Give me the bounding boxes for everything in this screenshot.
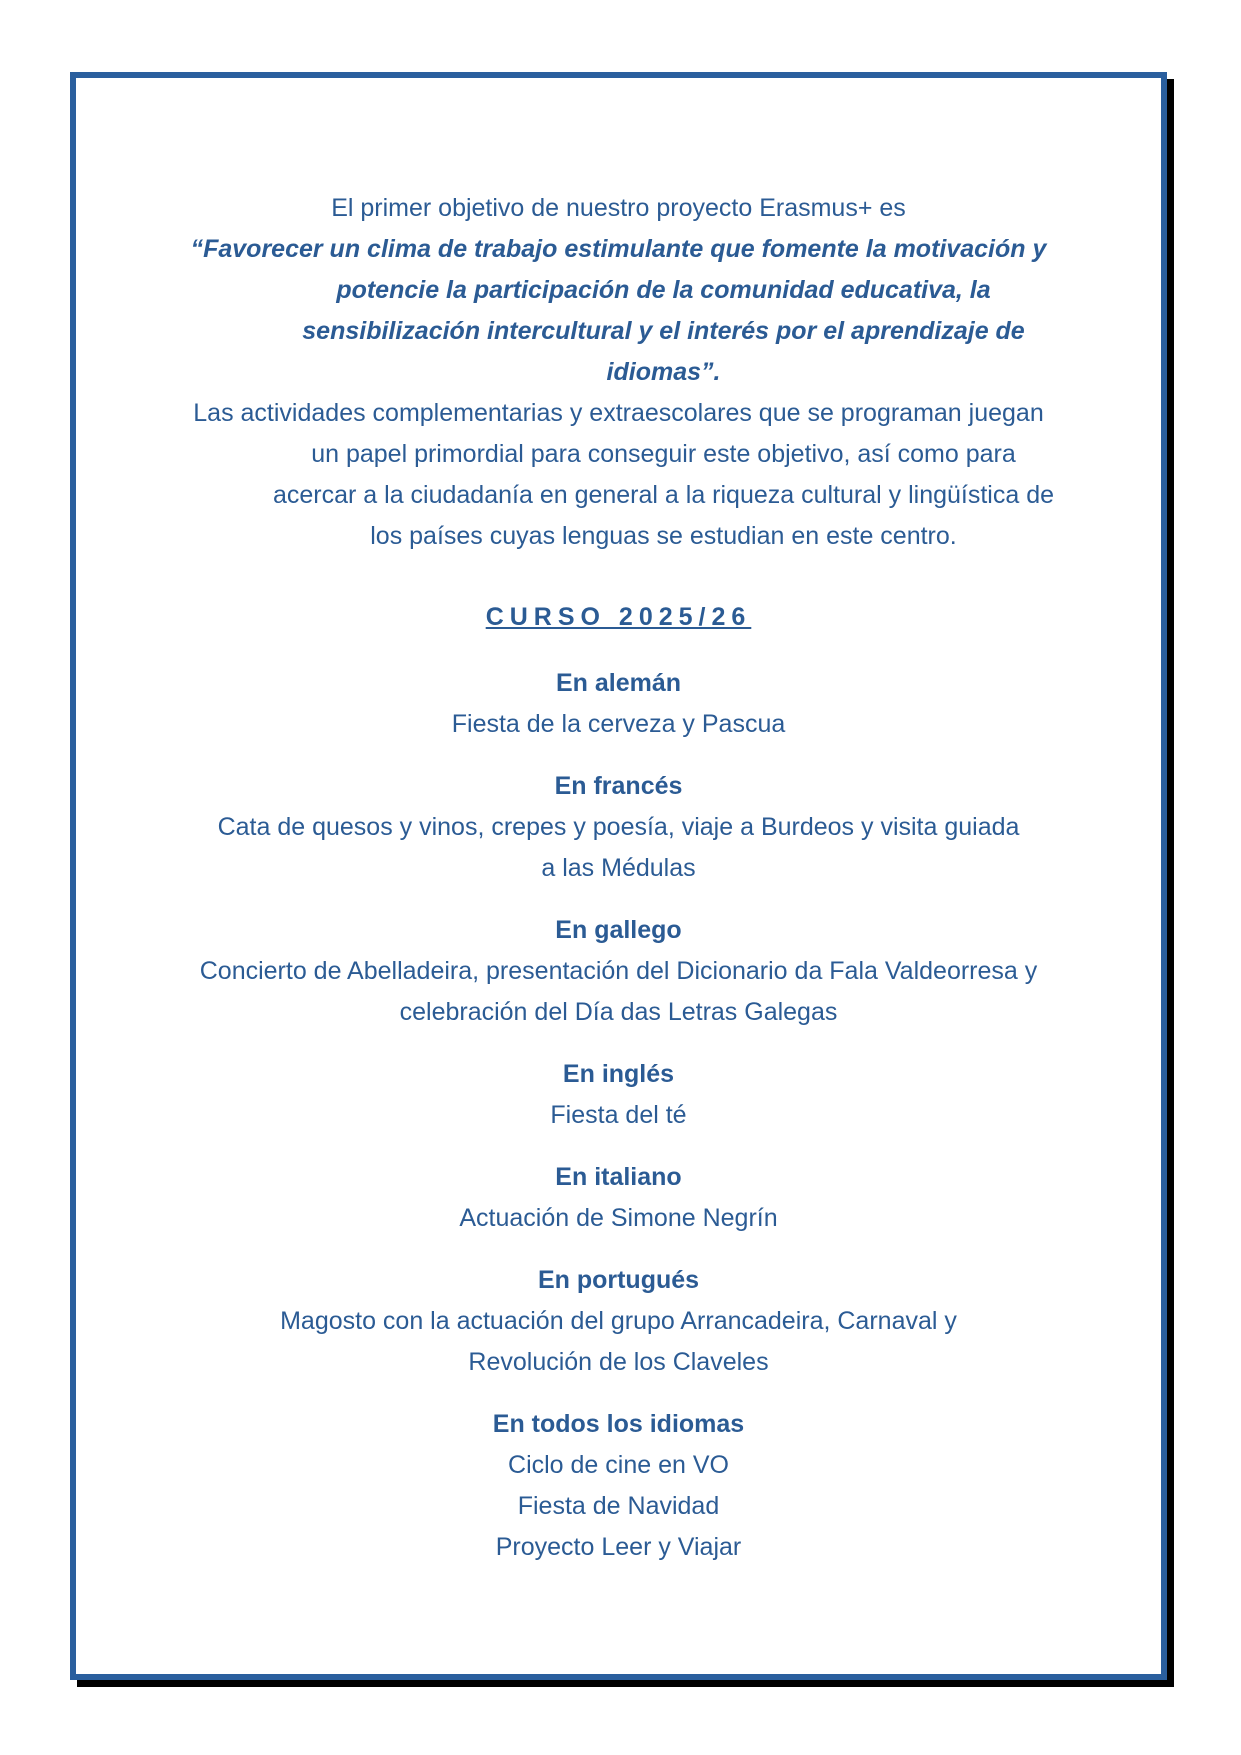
activity-line: celebración del Día das Letras Galegas — [399, 998, 838, 1026]
objective-quote-line: idiomas”. — [606, 358, 721, 386]
activity-line: Fiesta de Navidad — [517, 1492, 720, 1520]
course-title: CURSO 2025/26 — [485, 603, 752, 631]
paragraph-line: los países cuyas lenguas se estudian en este centro. — [370, 522, 957, 550]
document-content — [76, 188, 1161, 1568]
language-section — [76, 1157, 1161, 1239]
language-heading: En alemán — [555, 669, 682, 697]
language-section — [76, 1260, 1161, 1383]
paragraph-line: un papel primordial para conseguir este objetivo, así como para — [311, 440, 1016, 468]
language-heading: En francés — [554, 772, 683, 800]
activity-line: Concierto de Abelladeira, presentación del Dicionario da Fala Valdeorresa y — [199, 957, 1038, 985]
language-heading: En todos los idiomas — [492, 1410, 745, 1438]
activity-line: a las Médulas — [541, 854, 696, 882]
activity-line: Actuación de Simone Negrín — [459, 1204, 778, 1232]
language-section — [76, 766, 1161, 889]
objective-quote-line: potencie la participación de la comunidad educativa, la — [336, 276, 991, 304]
objective-quote-line: sensibilización intercultural y el interés por el aprendizaje de — [302, 317, 1025, 345]
intro-line: El primer objetivo de nuestro proyecto Erasmus+ es — [331, 194, 906, 222]
language-heading: En portugués — [537, 1266, 700, 1294]
activity-line: Cata de quesos y vinos, crepes y poesía, viaje a Burdeos y visita guiada — [217, 813, 1020, 841]
language-section — [76, 1404, 1161, 1568]
language-heading: En inglés — [562, 1060, 675, 1088]
paragraph-line: acercar a la ciudadanía en general a la riqueza cultural y lingüística de — [272, 481, 1055, 509]
language-heading: En gallego — [555, 916, 682, 944]
activity-line: Fiesta de la cerveza y Pascua — [451, 710, 786, 738]
activity-line: Revolución de los Claveles — [468, 1348, 769, 1376]
language-heading: En italiano — [555, 1163, 682, 1191]
activities-list — [76, 663, 1161, 1568]
activity-line: Fiesta del té — [550, 1101, 687, 1129]
language-section — [76, 1054, 1161, 1136]
paragraph-line: Las actividades complementarias y extraescolares que se programan juegan — [193, 399, 1044, 427]
language-section — [76, 663, 1161, 745]
language-section — [76, 910, 1161, 1033]
activity-line: Magosto con la actuación del grupo Arrancadeira, Carnaval y — [280, 1307, 957, 1335]
activity-line: Proyecto Leer y Viajar — [495, 1533, 742, 1561]
objective-quote-line: “Favorecer un clima de trabajo estimulante que fomente la motivación y — [190, 235, 1047, 263]
activity-line: Ciclo de cine en VO — [508, 1451, 729, 1479]
